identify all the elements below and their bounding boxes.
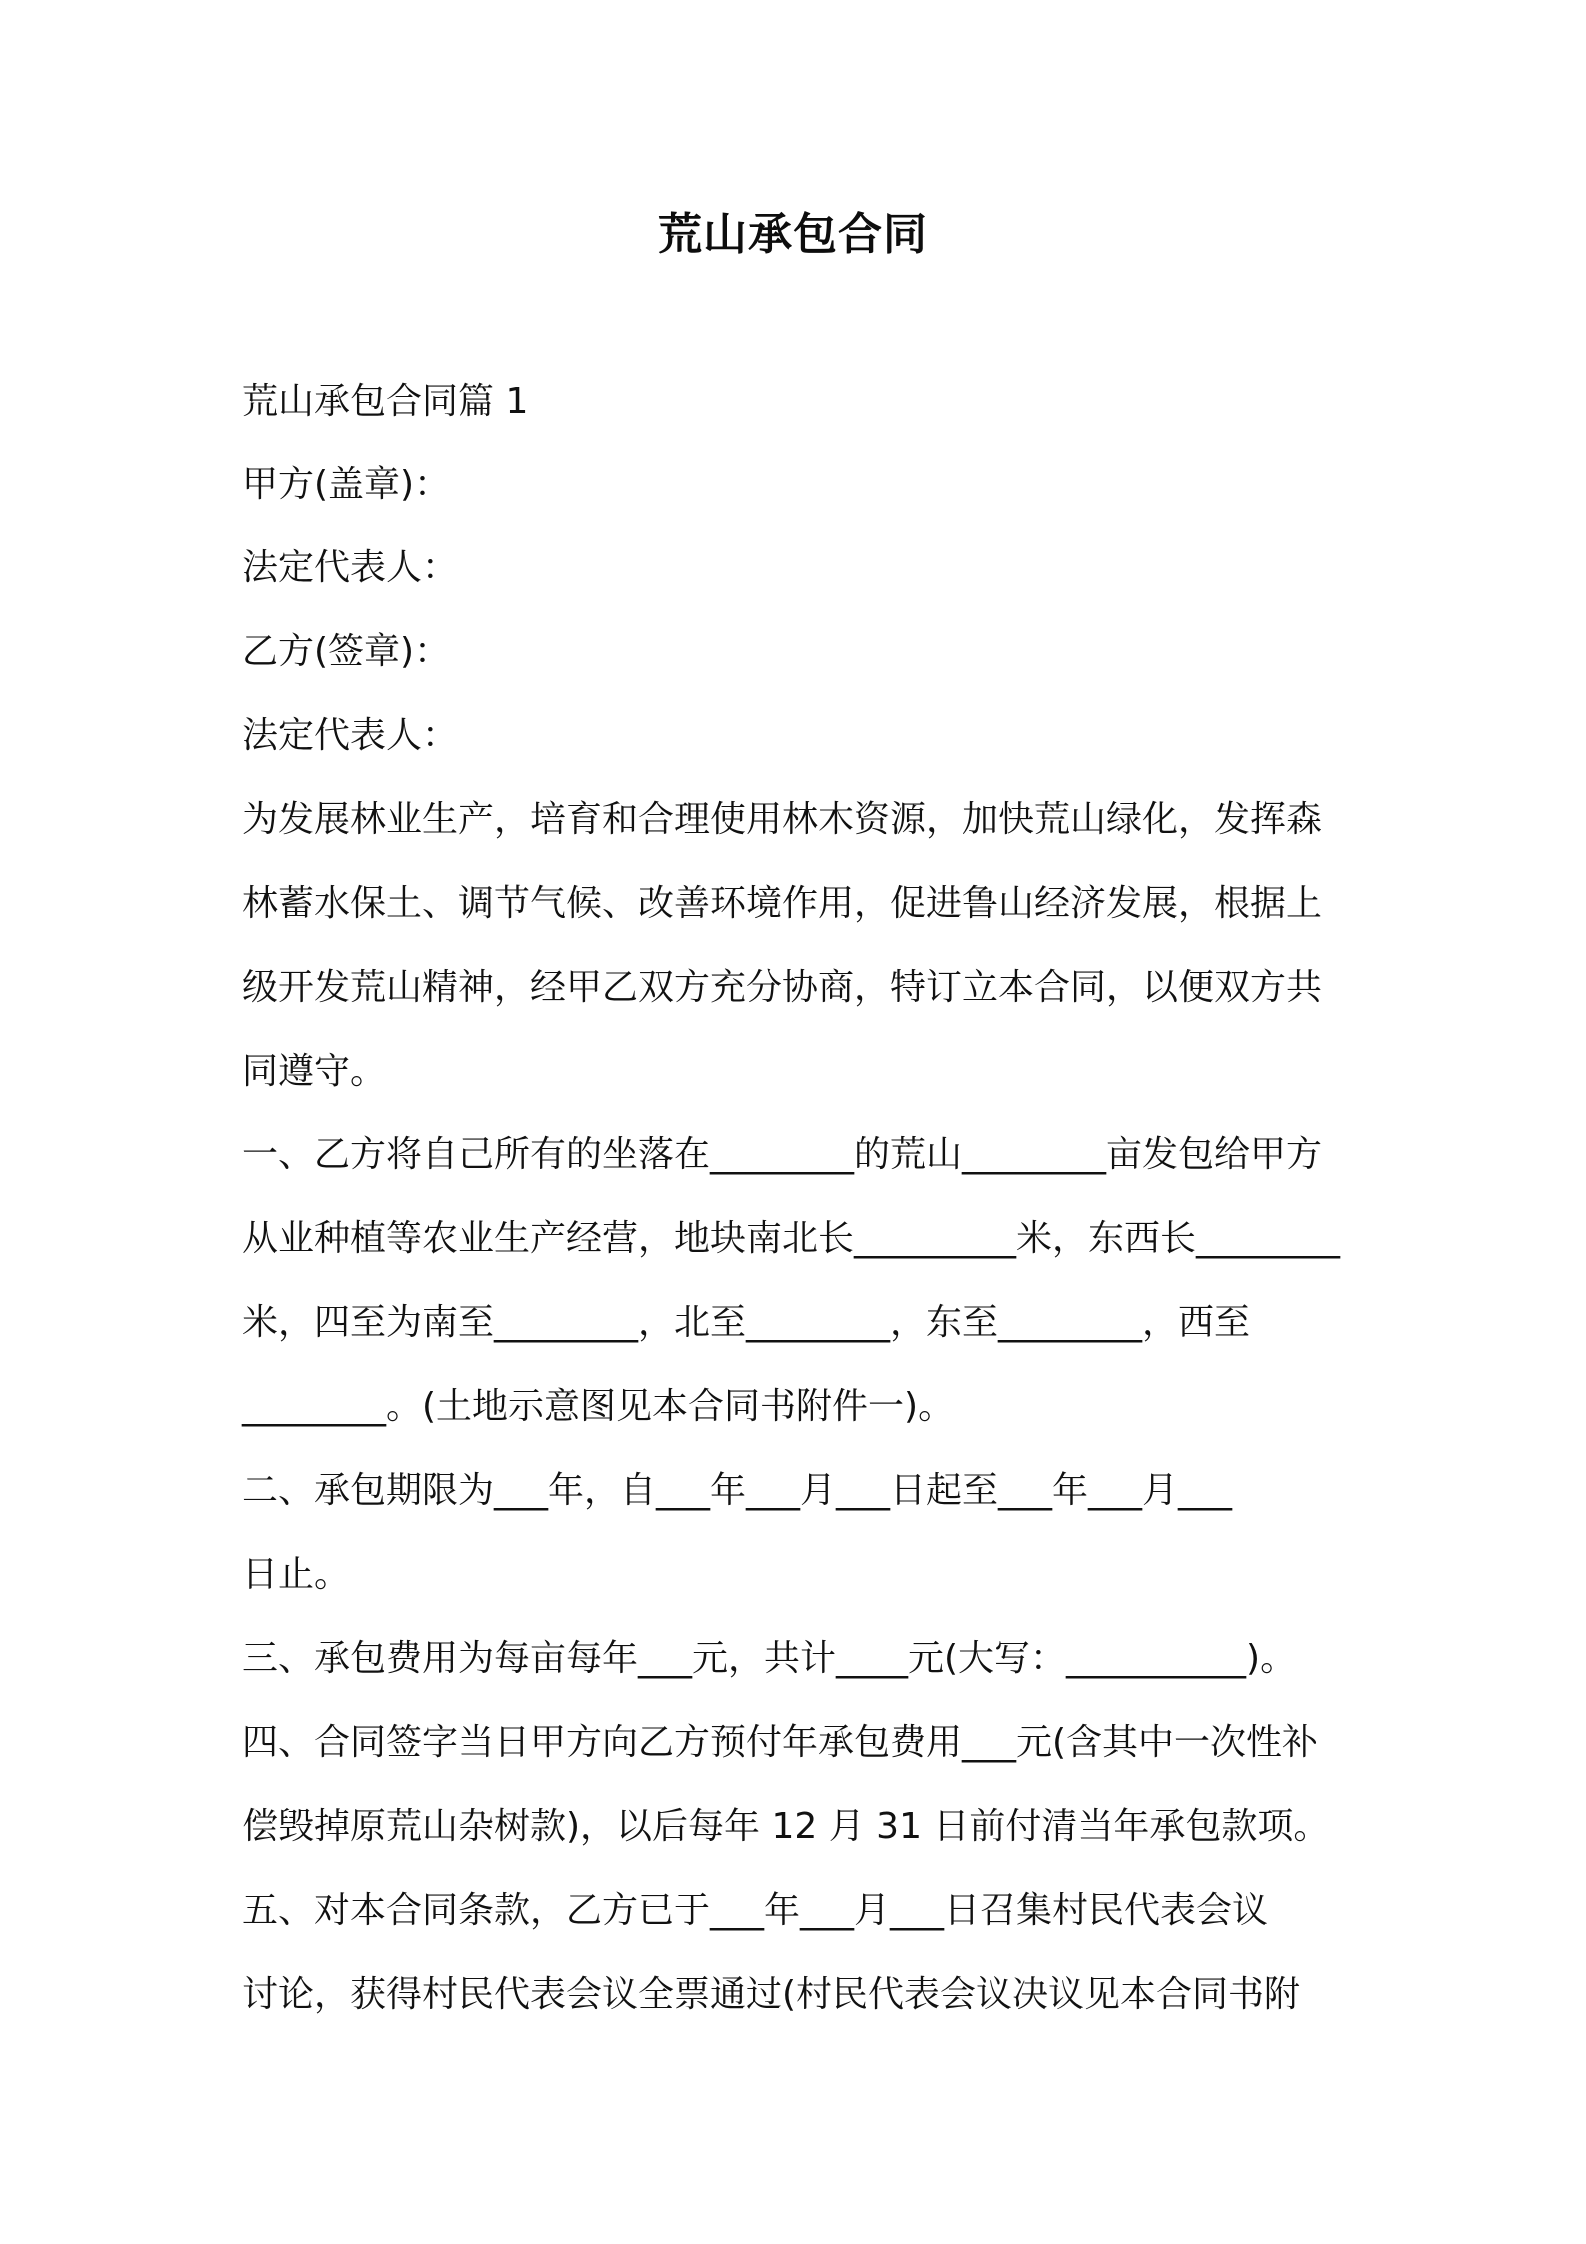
party-a-legal-rep-field: 法定代表人： xyxy=(242,547,459,588)
clause-1-line: 米，四至为南至________，北至________，东至________，西至 xyxy=(242,1302,1251,1343)
preamble-line: 同遵守。 xyxy=(242,1051,387,1092)
section-heading: 荒山承包合同篇 1 xyxy=(242,381,529,422)
preamble-line: 林蓄水保土、调节气候、改善环境作用，促进鲁山经济发展，根据上 xyxy=(242,883,1323,924)
document-title: 荒山承包合同 xyxy=(658,209,928,260)
clause-4-line: 四、合同签字当日甲方向乙方预付年承包费用___元(含其中一次性补 xyxy=(242,1722,1319,1763)
clause-4-line: 偿毁掉原荒山杂树款)，以后每年 12 月 31 日前付清当年承包款项。 xyxy=(242,1806,1330,1847)
clause-5-line: 讨论，获得村民代表会议全票通过(村民代表会议决议见本合同书附 xyxy=(242,1974,1301,2015)
clause-2-line: 日止。 xyxy=(242,1554,351,1595)
clause-2-line: 二、承包期限为___年，自___年___月___日起至___年___月___ xyxy=(242,1470,1233,1511)
party-a-seal-field: 甲方(盖章)： xyxy=(242,464,451,505)
clause-1-line: 从业种植等农业生产经营，地块南北长_________米，东西长________ xyxy=(242,1218,1341,1259)
preamble-line: 为发展林业生产，培育和合理使用林木资源，加快荒山绿化，发挥森 xyxy=(242,799,1323,840)
party-b-legal-rep-field: 法定代表人： xyxy=(242,715,459,756)
preamble-line: 级开发荒山精神，经甲乙双方充分协商，特订立本合同，以便双方共 xyxy=(242,967,1323,1008)
clause-3-line: 三、承包费用为每亩每年___元，共计____元(大写：__________)。 xyxy=(242,1638,1297,1679)
clause-1-line: ________。(土地示意图见本合同书附件一)。 xyxy=(242,1386,955,1427)
clause-1-line: 一、乙方将自己所有的坐落在________的荒山________亩发包给甲方 xyxy=(242,1134,1323,1175)
party-b-seal-field: 乙方(签章)： xyxy=(242,631,451,672)
clause-5-line: 五、对本合同条款，乙方已于___年___月___日召集村民代表会议 xyxy=(242,1890,1269,1931)
